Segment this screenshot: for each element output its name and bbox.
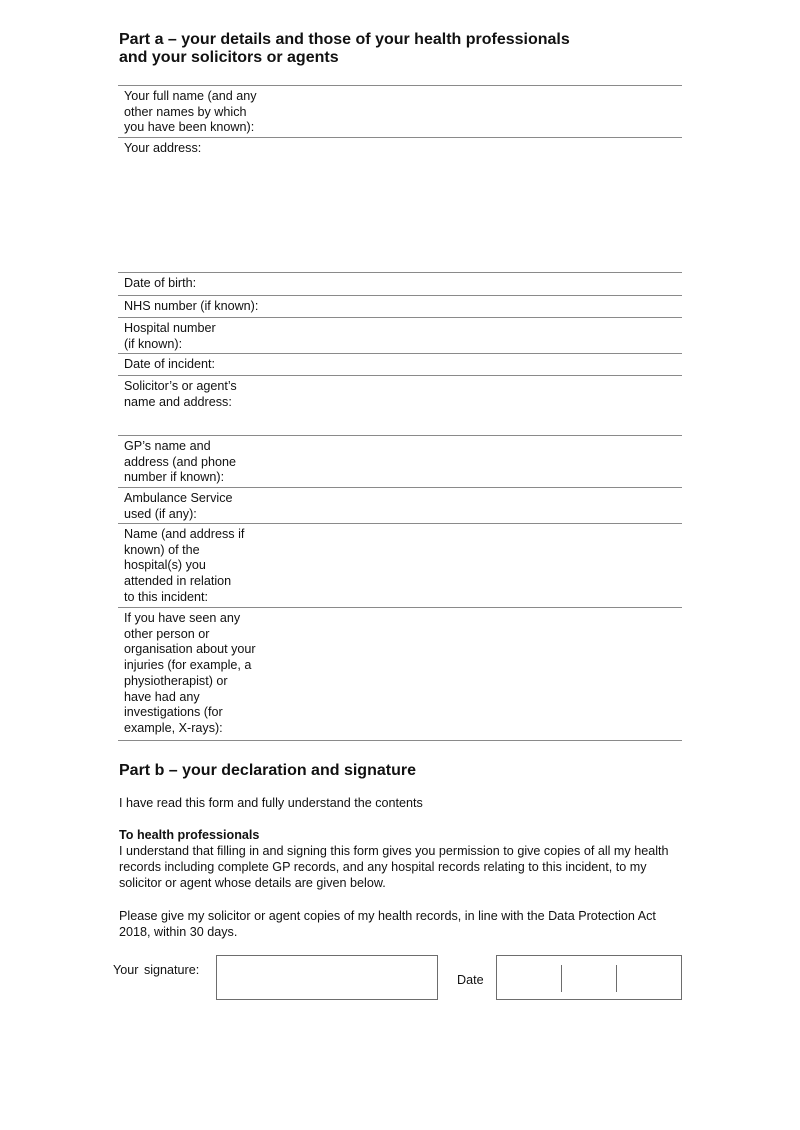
date-of-birth-field[interactable]: [118, 273, 682, 296]
hospital-number-label: Hospital number (if known):: [124, 321, 216, 351]
gp-field[interactable]: [118, 436, 682, 488]
part-a-title-line2: and your solicitors or agents: [119, 49, 339, 66]
date-box[interactable]: [496, 955, 682, 1000]
hospital-number-field[interactable]: [118, 318, 682, 354]
part-b-title: Part b – your declaration and signature: [119, 762, 416, 779]
nhs-number-field[interactable]: [118, 296, 682, 318]
details-table: [118, 85, 682, 741]
hospitals-field[interactable]: [118, 524, 682, 608]
gp-label: GP’s name and address (and phone number if known):: [124, 439, 237, 485]
ambulance-field[interactable]: [118, 488, 682, 524]
address-label: Your address:: [124, 141, 202, 155]
other-persons-label: If you have seen any other person or organisation about your injuries (for example, a physiotherapist) or have had any investigations (for example, X-rays):: [124, 611, 256, 735]
date-of-incident-field[interactable]: [118, 354, 682, 376]
solicitor-field[interactable]: [118, 376, 682, 436]
hospitals-label: Name (and address if known) of the hospital(s) you attended in relation to this incident:: [124, 527, 245, 604]
full-name-label: Your full name (and any other names by which you have been known):: [124, 89, 257, 135]
signature-box[interactable]: [216, 955, 438, 1000]
ambulance-label: Ambulance Service used (if any):: [124, 491, 233, 521]
read-statement: I have read this form and fully understand the contents: [119, 796, 423, 810]
other-persons-field[interactable]: [118, 608, 682, 741]
date-separator-1: [561, 965, 562, 992]
nhs-number-label: NHS number (if known):: [124, 299, 259, 313]
part-a-title: [119, 31, 679, 67]
full-name-field[interactable]: [118, 86, 682, 138]
request-text: Please give my solicitor or agent copies of my health records, in line with the Data Protection Act 2018, within 30 days.: [119, 909, 656, 939]
date-label: Date: [457, 973, 484, 987]
solicitor-label: Solicitor’s or agent’s name and address:: [124, 379, 237, 409]
health-professionals-heading: To health professionals: [119, 828, 260, 842]
health-professionals-text: I understand that filling in and signing this form gives you permission to give copies of all my health records including complete GP records, and any hospital records relating to this incident, to my solicitor or agent whose details are given below.: [119, 844, 669, 890]
signature-label: Your signature:: [113, 963, 200, 977]
date-separator-2: [616, 965, 617, 992]
date-of-birth-label: Date of birth:: [124, 276, 197, 290]
date-of-incident-label: Date of incident:: [124, 357, 216, 371]
part-a-title-line1: Part a – your details and those of your health professionals: [119, 31, 570, 48]
address-field[interactable]: [118, 138, 682, 273]
